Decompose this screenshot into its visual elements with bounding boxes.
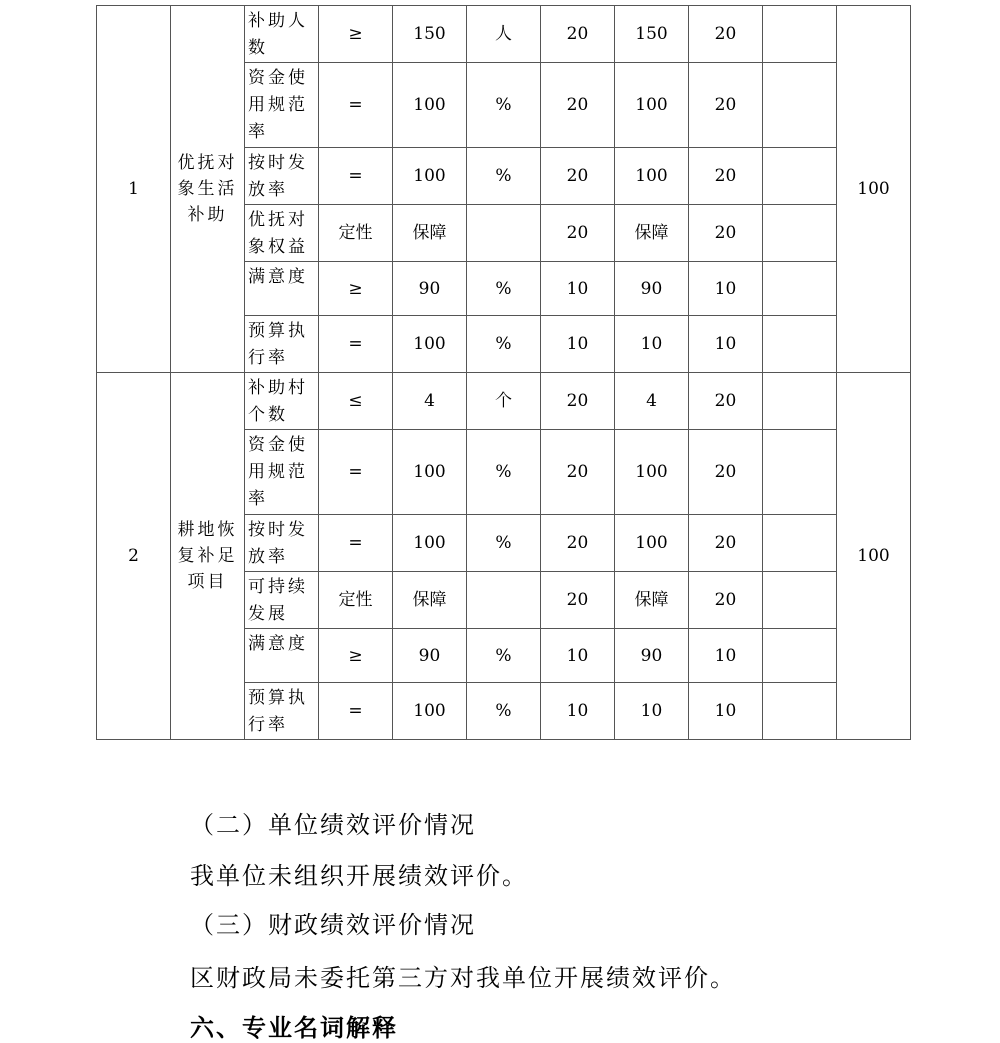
score-cell: 20 [689,373,763,430]
operator-cell: ≥ [319,6,393,63]
note-cell [763,683,837,740]
indicator-cell: 资金使用规范率 [245,63,319,148]
actual-cell: 10 [615,683,689,740]
weight-cell: 10 [541,683,615,740]
unit-cell: % [467,262,541,316]
operator-cell: ≥ [319,262,393,316]
actual-cell: 100 [615,63,689,148]
actual-cell: 90 [615,629,689,683]
table-body [97,6,911,740]
operator-cell: ≤ [319,373,393,430]
weight-cell: 20 [541,515,615,572]
operator-cell: = [319,515,393,572]
operator-cell: = [319,148,393,205]
operator-cell: ≥ [319,629,393,683]
sequence-cell: 1 [97,6,171,373]
score-cell: 20 [689,205,763,262]
target-cell: 100 [393,515,467,572]
unit-cell [467,205,541,262]
target-cell: 4 [393,373,467,430]
project-name-cell: 耕地恢复补足项目 [171,373,245,740]
unit-cell: % [467,629,541,683]
unit-cell: % [467,63,541,148]
indicator-cell: 预算执行率 [245,316,319,373]
note-cell [763,63,837,148]
actual-cell: 保障 [615,572,689,629]
actual-cell: 保障 [615,205,689,262]
note-cell [763,572,837,629]
indicator-cell: 按时发放率 [245,148,319,205]
unit-cell: % [467,430,541,515]
note-cell [763,6,837,63]
indicator-cell: 优抚对象权益 [245,205,319,262]
weight-cell: 10 [541,629,615,683]
sequence-cell: 2 [97,373,171,740]
weight-cell: 20 [541,430,615,515]
indicator-cell: 补助人数 [245,6,319,63]
target-cell: 150 [393,6,467,63]
fiscal-eval-heading: （三）财政绩效评价情况 [190,911,476,939]
target-cell: 90 [393,262,467,316]
note-cell [763,316,837,373]
unit-cell: 个 [467,373,541,430]
target-cell: 保障 [393,205,467,262]
weight-cell: 20 [541,373,615,430]
unit-cell [467,572,541,629]
indicator-cell: 满意度 [245,262,319,316]
unit-cell: 人 [467,6,541,63]
target-cell: 100 [393,430,467,515]
score-cell: 20 [689,430,763,515]
note-cell [763,205,837,262]
table-row [97,373,911,430]
note-cell [763,148,837,205]
unit-eval-heading: （二）单位绩效评价情况 [190,811,476,839]
actual-cell: 100 [615,430,689,515]
table-row [97,6,911,63]
weight-cell: 20 [541,63,615,148]
weight-cell: 20 [541,6,615,63]
actual-cell: 4 [615,373,689,430]
actual-cell: 10 [615,316,689,373]
target-cell: 100 [393,148,467,205]
indicator-cell: 满意度 [245,629,319,683]
target-cell: 100 [393,63,467,148]
fiscal-eval-text: 区财政局未委托第三方对我单位开展绩效评价。 [190,964,736,992]
score-cell: 10 [689,316,763,373]
weight-cell: 10 [541,316,615,373]
unit-cell: % [467,316,541,373]
terms-heading: 六、专业名词解释 [190,1013,398,1042]
note-cell [763,373,837,430]
indicator-cell: 补助村个数 [245,373,319,430]
weight-cell: 20 [541,572,615,629]
operator-cell: = [319,63,393,148]
unit-cell: % [467,148,541,205]
score-cell: 20 [689,6,763,63]
total-score-cell: 100 [837,6,911,373]
weight-cell: 20 [541,205,615,262]
indicator-cell: 预算执行率 [245,683,319,740]
note-cell [763,262,837,316]
operator-cell: = [319,316,393,373]
score-cell: 10 [689,683,763,740]
target-cell: 100 [393,683,467,740]
indicator-cell: 资金使用规范率 [245,430,319,515]
operator-cell: 定性 [319,205,393,262]
project-name-cell: 优抚对象生活补助 [171,6,245,373]
note-cell [763,515,837,572]
score-cell: 20 [689,63,763,148]
target-cell: 90 [393,629,467,683]
score-cell: 10 [689,629,763,683]
performance-table [96,5,911,740]
indicator-cell: 按时发放率 [245,515,319,572]
note-cell [763,430,837,515]
target-cell: 100 [393,316,467,373]
score-cell: 20 [689,515,763,572]
target-cell: 保障 [393,572,467,629]
unit-eval-text: 我单位未组织开展绩效评价。 [190,862,528,890]
actual-cell: 90 [615,262,689,316]
note-cell [763,629,837,683]
actual-cell: 150 [615,6,689,63]
operator-cell: 定性 [319,572,393,629]
indicator-cell: 可持续发展 [245,572,319,629]
score-cell: 10 [689,262,763,316]
score-cell: 20 [689,572,763,629]
unit-cell: % [467,515,541,572]
actual-cell: 100 [615,515,689,572]
actual-cell: 100 [615,148,689,205]
score-cell: 20 [689,148,763,205]
operator-cell: = [319,683,393,740]
operator-cell: = [319,430,393,515]
weight-cell: 20 [541,148,615,205]
unit-cell: % [467,683,541,740]
total-score-cell: 100 [837,373,911,740]
weight-cell: 10 [541,262,615,316]
